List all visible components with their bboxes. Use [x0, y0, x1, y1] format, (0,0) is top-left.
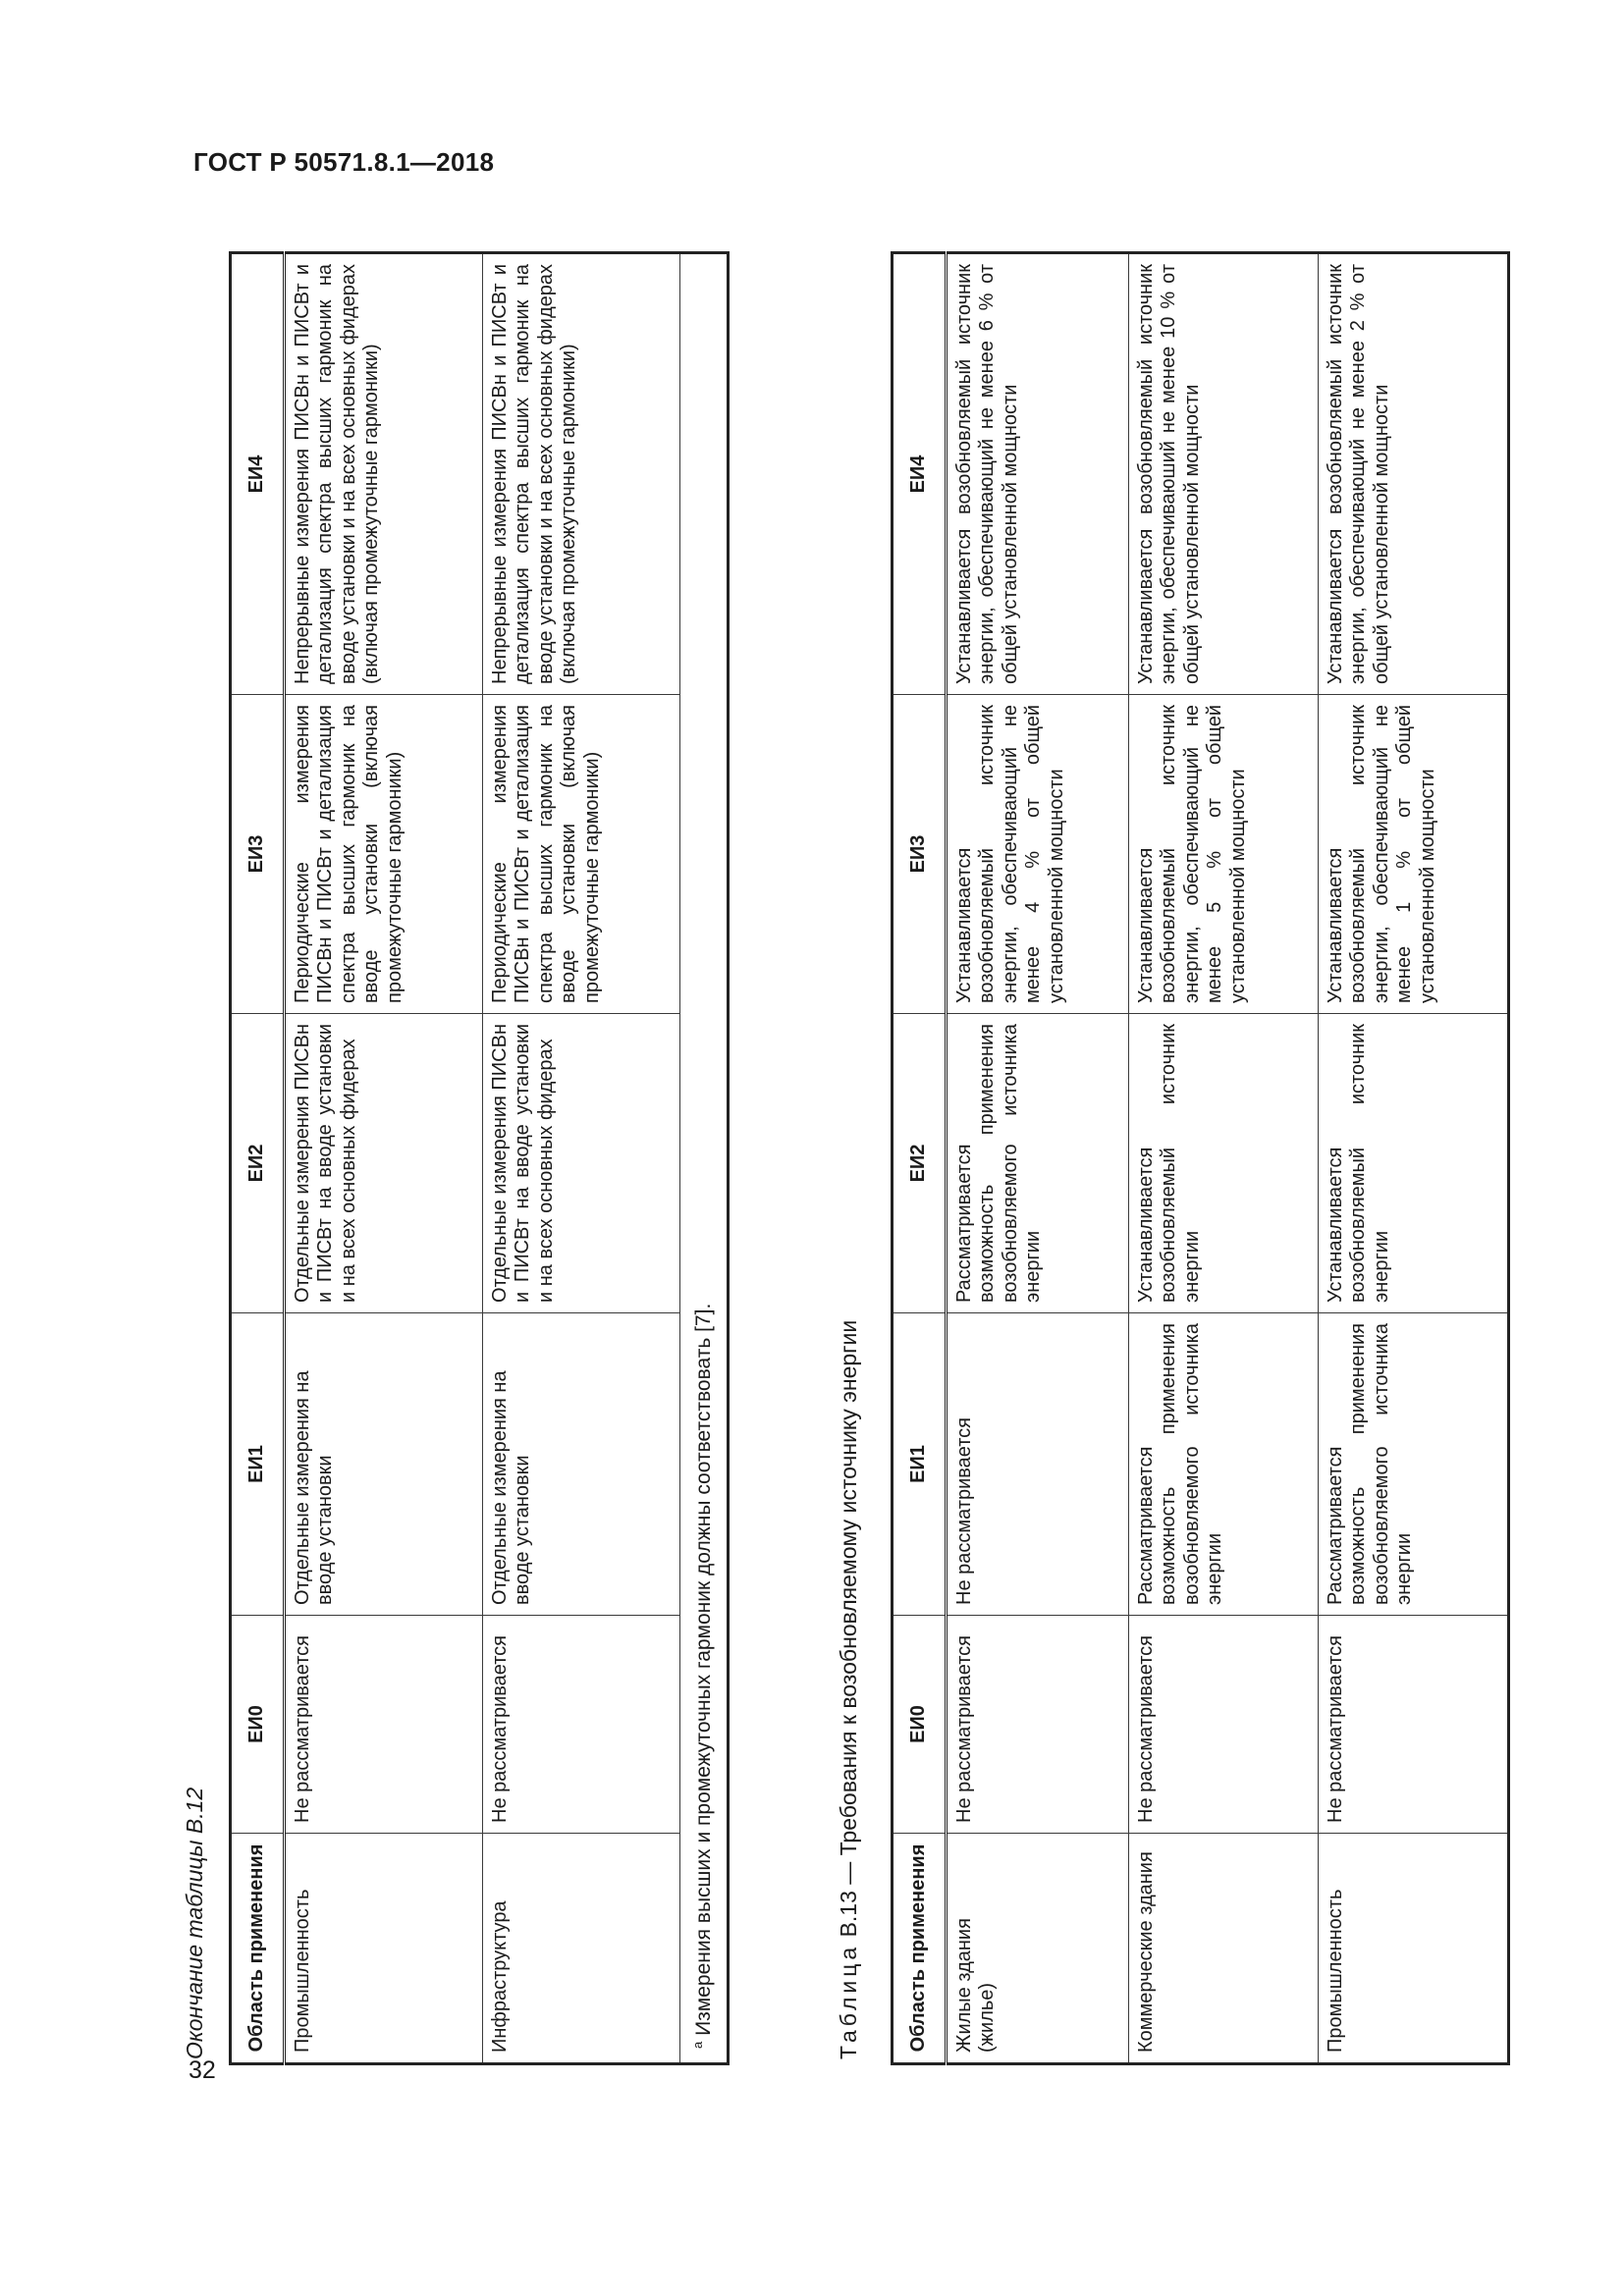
cell-ei4: Непрерывные измерения ПИСВн и ПИСВт и детализация спектра высших гармоник на вводе установки и на всех основных фидерах (включая промежуточные гармоники)	[483, 253, 680, 695]
table-b12	[229, 251, 730, 2065]
cell-ei1: Рассматривается возможность применения возобновляемого источника энергии	[1319, 1313, 1509, 1616]
cell-ei0: Не рассматривается	[947, 1616, 1129, 1834]
document-header: ГОСТ Р 50571.8.1—2018	[193, 147, 495, 177]
table-b12-caption: Окончание таблицы В.12	[182, 1787, 207, 2059]
cell-ei3: Периодические измерения ПИСВн и ПИСВт и детализация спектра высших гармоник на вводе установки (включая промежуточные гармоники)	[285, 695, 483, 1014]
column-header-ei0: ЕИ0	[231, 1616, 285, 1834]
cell-ei0: Не рассматривается	[1129, 1616, 1319, 1834]
cell-ei2: Отдельные измерения ПИСВн и ПИСВт на вводе установки и на всех основных фидерах	[285, 1014, 483, 1313]
cell-area: Промышленность	[1319, 1834, 1509, 2064]
table-row	[285, 253, 483, 2064]
cell-ei2: Отдельные измерения ПИСВн и ПИСВт на вводе установки и на всех основных фидерах	[483, 1014, 680, 1313]
column-header-area: Область применения	[893, 1834, 947, 2064]
column-header-ei2: ЕИ2	[893, 1014, 947, 1313]
cell-ei3: Периодические измерения ПИСВн и ПИСВт и детализация спектра высших гармоник на вводе установки (включая промежуточные гармоники)	[483, 695, 680, 1014]
cell-area: Коммерческие здания	[1129, 1834, 1319, 2064]
cell-ei3: Устанавливается возобновляемый источник энергии, обеспечивающий не менее 4 % от общей установленной мощности	[947, 695, 1129, 1014]
cell-ei3: Устанавливается возобновляемый источник энергии, обеспечивающий не менее 5 % от общей установленной мощности	[1129, 695, 1319, 1014]
caption-prefix: Таблица	[836, 1943, 861, 2059]
column-header-ei4: ЕИ4	[893, 253, 947, 695]
cell-ei1: Отдельные измерения на вводе установки	[285, 1313, 483, 1616]
table-b12-header-row	[231, 253, 285, 2064]
footnote-mark: а	[690, 2041, 705, 2049]
cell-ei2: Рассматривается возможность применения возобновляемого источника энергии	[947, 1014, 1129, 1313]
table-footnote-row	[680, 253, 729, 2064]
table-footnote	[680, 253, 729, 2064]
column-header-ei1: ЕИ1	[893, 1313, 947, 1616]
cell-ei4: Устанавливается возобновляемый источник энергии, обеспечиваюший не менее 10 % от общей установленной мощности	[1129, 253, 1319, 695]
caption-title: В.13 — Требования к возобновляемому источнику энергии	[836, 1319, 861, 1944]
column-header-ei0: ЕИ0	[893, 1616, 947, 1834]
column-header-ei1: ЕИ1	[231, 1313, 285, 1616]
cell-area: Инфраструктура	[483, 1834, 680, 2064]
column-header-area: Область применения	[231, 1834, 285, 2064]
cell-ei2: Устанавливается возобновляемый источник энергии	[1129, 1014, 1319, 1313]
footnote-text: Измерения высших и промежуточных гармоник должны соответствовать [7].	[692, 1303, 715, 2036]
rotated-page-content	[182, 226, 1478, 2081]
cell-ei4: Устанавливается возобновляемый источник энергии, обеспечивающий не менее 6 % от общей установленной мощности	[947, 253, 1129, 695]
cell-area: Жилые здания (жилье)	[947, 1834, 1129, 2064]
page-number: 32	[189, 2056, 216, 2084]
table-row	[1319, 253, 1509, 2064]
table-row	[947, 253, 1129, 2064]
cell-ei3: Устанавливается возобновляемый источник энергии, обеспечивающий не менее 1 % от общей установленной мощности	[1319, 695, 1509, 1014]
cell-ei4: Устанавливается возобновляемый источник энергии, обеспечивающий не менее 2 % от общей установленной мощности	[1319, 253, 1509, 695]
table-b13	[891, 251, 1510, 2065]
cell-ei4: Непрерывные измерения ПИСВн и ПИСВт и детализация спектра высших гармоник на вводе установки и на всех основных фидерах (включая промежуточные гармоники)	[285, 253, 483, 695]
cell-ei0: Не рассматривается	[285, 1616, 483, 1834]
cell-ei1: Рассматривается возможность применения возобновляемого источника энергии	[1129, 1313, 1319, 1616]
column-header-ei2: ЕИ2	[231, 1014, 285, 1313]
column-header-ei3: ЕИ3	[231, 695, 285, 1014]
table-b13-caption	[836, 1320, 862, 2059]
cell-ei0: Не рассматривается	[1319, 1616, 1509, 1834]
column-header-ei4: ЕИ4	[231, 253, 285, 695]
cell-ei2: Устанавливается возобновляемый источник энергии	[1319, 1014, 1509, 1313]
column-header-ei3: ЕИ3	[893, 695, 947, 1014]
cell-ei0: Не рассматривается	[483, 1616, 680, 1834]
cell-area: Промышленность	[285, 1834, 483, 2064]
cell-ei1: Не рассматривается	[947, 1313, 1129, 1616]
table-b13-header-row	[893, 253, 947, 2064]
cell-ei1: Отдельные измерения на вводе установки	[483, 1313, 680, 1616]
table-row	[483, 253, 680, 2064]
table-row	[1129, 253, 1319, 2064]
